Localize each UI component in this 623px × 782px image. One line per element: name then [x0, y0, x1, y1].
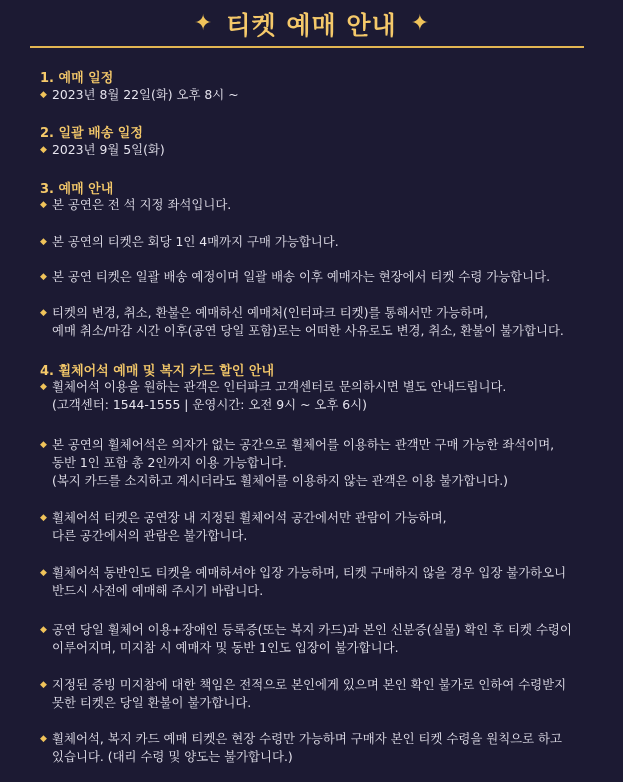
item-text-line: 동반 1인 포함 총 2인까지 이용 가능합니다.	[52, 455, 287, 470]
diamond-bullet-icon: ◆	[40, 272, 47, 282]
list-item	[40, 509, 593, 545]
header-divider	[30, 46, 584, 48]
diamond-bullet-icon: ◆	[40, 568, 47, 578]
diamond-bullet-icon: ◆	[40, 90, 47, 100]
page-title: 티켓 예매 안내	[226, 10, 397, 40]
item-text-line: 2023년 8월 22일(화) 오후 8시 ~	[52, 87, 239, 102]
diamond-bullet-icon: ◆	[40, 382, 47, 392]
list-item	[40, 268, 593, 286]
diamond-bullet-icon: ◆	[40, 145, 47, 155]
item-text-line: 2023년 9월 5일(화)	[52, 142, 165, 157]
item-text-line: 못한 티켓은 당일 환불이 불가합니다.	[52, 695, 252, 710]
item-text-line: 휠체어석, 복지 카드 예매 티켓은 현장 수령만 가능하며 구매자 본인 티켓 수령을 원칙으로 하고	[52, 731, 562, 746]
list-item	[40, 730, 593, 766]
item-text-line: 다른 공간에서의 관람은 불가합니다.	[52, 528, 248, 543]
diamond-bullet-icon: ◆	[40, 734, 47, 744]
list-item	[40, 196, 593, 214]
diamond-bullet-icon: ◆	[40, 308, 47, 318]
item-text-line: 예매 취소/마감 시간 이후(공연 당일 포함)로는 어떠한 사유로도 변경, 취소, 환불이 불가합니다.	[52, 323, 564, 338]
list-item	[40, 378, 593, 414]
section-title: 4. 휠체어석 예매 및 복지 카드 할인 안내	[40, 364, 275, 379]
item-text-line: 휠체어석 이용을 원하는 관객은 인터파크 고객센터로 문의하시면 별도 안내드립니다.	[52, 379, 507, 394]
sparkle-right-icon: ✦	[410, 10, 430, 36]
item-text-line: 지정된 증빙 미지참에 대한 책임은 전적으로 본인에게 있으며 본인 확인 불가로 인하여 수령받지	[52, 677, 567, 692]
page-header	[0, 0, 623, 47]
section-title: 3. 예매 안내	[40, 182, 114, 197]
section-title: 2. 일괄 배송 일정	[40, 126, 143, 141]
list-item	[40, 86, 593, 104]
list-item	[40, 233, 593, 251]
list-item	[40, 436, 593, 490]
item-text-line: 티켓의 변경, 취소, 환불은 예매하신 예매처(인터파크 티켓)를 통해서만 가능하며,	[52, 305, 489, 320]
item-text-line: 본 공연의 휠체어석은 의자가 없는 공간으로 휠체어를 이용하는 관객만 구매 가능한 좌석이며,	[52, 437, 555, 452]
list-item	[40, 676, 593, 712]
diamond-bullet-icon: ◆	[40, 625, 47, 635]
sparkle-left-icon: ✦	[193, 10, 213, 36]
item-text-line: 본 공연은 전 석 지정 좌석입니다.	[52, 197, 232, 212]
diamond-bullet-icon: ◆	[40, 200, 47, 210]
item-text-line: (고객센터: 1544-1555 | 운영시간: 오전 9시 ~ 오후 6시)	[52, 397, 367, 412]
list-item	[40, 621, 593, 657]
item-text-line: 휠체어석 티켓은 공연장 내 지정된 휠체어석 공간에서만 관람이 가능하며,	[52, 510, 447, 525]
item-text-line: 본 공연의 티켓은 회당 1인 4매까지 구매 가능합니다.	[52, 234, 339, 249]
item-text-line: 공연 당일 휠체어 이용+장애인 등록증(또는 복지 카드)과 본인 신분증(실물) 확인 후 티켓 수령이	[52, 622, 572, 637]
item-text-line: 본 공연 티켓은 일괄 배송 예정이며 일괄 배송 이후 예매자는 현장에서 티켓 수령 가능합니다.	[52, 269, 551, 284]
list-item	[40, 304, 593, 340]
list-item	[40, 141, 593, 159]
diamond-bullet-icon: ◆	[40, 513, 47, 523]
item-text-line: 반드시 사전에 예매해 주시기 바랍니다.	[52, 583, 264, 598]
diamond-bullet-icon: ◆	[40, 440, 47, 450]
item-text-line: (복지 카드를 소지하고 계시더라도 휠체어를 이용하지 않는 관객은 이용 불가합니다.)	[52, 473, 509, 488]
list-item	[40, 564, 593, 600]
item-text-line: 휠체어석 동반인도 티켓을 예매하셔야 입장 가능하며, 티켓 구매하지 않을 경우 입장 불가하오니	[52, 565, 567, 580]
diamond-bullet-icon: ◆	[40, 680, 47, 690]
item-text-line: 이루어지며, 미지참 시 예매자 및 동반 1인도 입장이 불가합니다.	[52, 640, 399, 655]
item-text-line: 있습니다. (대리 수령 및 양도는 불가합니다.)	[52, 749, 293, 764]
diamond-bullet-icon: ◆	[40, 237, 47, 247]
section-title: 1. 예매 일정	[40, 71, 114, 86]
